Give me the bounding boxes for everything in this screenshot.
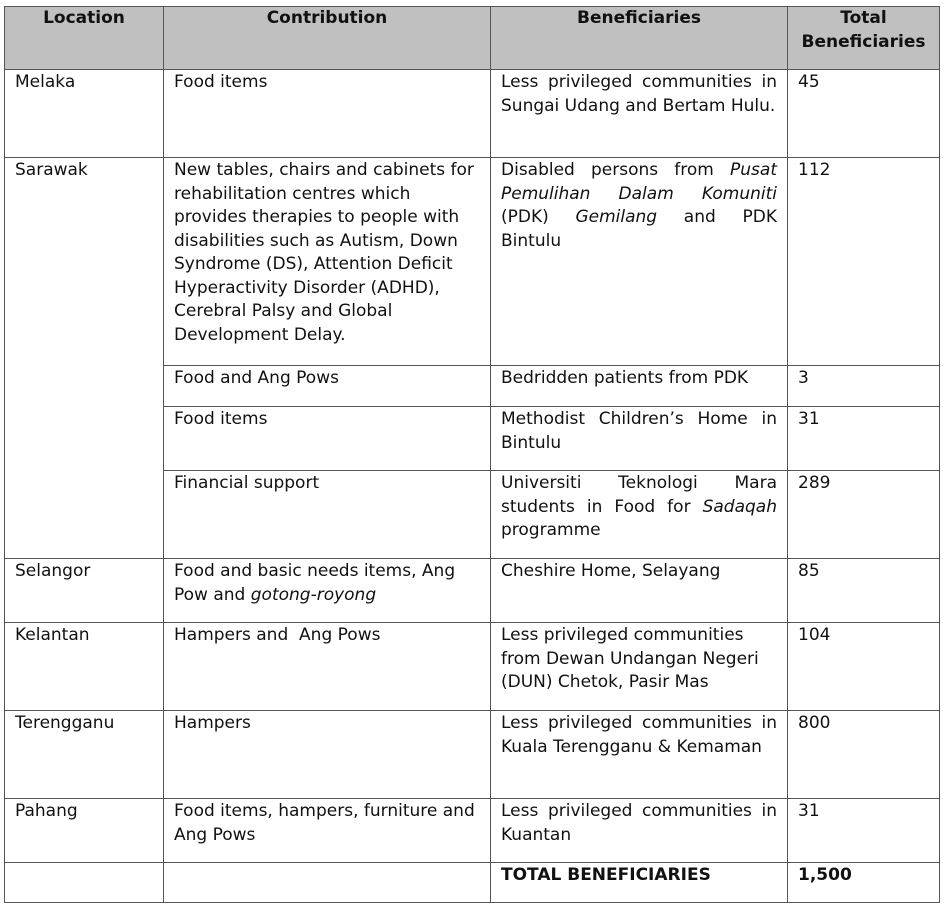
total-cell: 800: [788, 711, 940, 799]
total-cell: 31: [788, 407, 940, 471]
grand-total: 1,500: [788, 863, 940, 903]
beneficiaries-text: Disabled persons from: [501, 160, 731, 180]
location-cell: Melaka: [5, 70, 164, 158]
total-row: [5, 863, 940, 903]
total-cell: 45: [788, 70, 940, 158]
empty-cell: [164, 863, 491, 903]
table-row: [5, 158, 940, 366]
beneficiaries-cell: [491, 158, 788, 366]
location-cell: Selangor: [5, 559, 164, 623]
total-cell: 289: [788, 471, 940, 559]
beneficiaries-cell: Bedridden patients from PDK: [491, 366, 788, 407]
contribution-cell: Food items, hampers, furniture and Ang Pows: [164, 799, 491, 863]
contribution-cell: Hampers: [164, 711, 491, 799]
contribution-cell: New tables, chairs and cabinets for rehabilitation centres which provides therapies to people with disabilities such as Autism, Down Syndrome (DS), Attention Deficit Hyperactivity Disorder (ADHD), Cerebral Palsy and Global Development Delay.: [164, 158, 491, 366]
total-cell: 31: [788, 799, 940, 863]
beneficiaries-cell: Less privileged communities in Sungai Udang and Bertam Hulu.: [491, 70, 788, 158]
beneficiaries-cell: Cheshire Home, Selayang: [491, 559, 788, 623]
empty-cell: [5, 863, 164, 903]
beneficiaries-text: and PDK Bintulu: [501, 207, 777, 251]
table-row: [5, 799, 940, 863]
beneficiaries-cell: Less privileged communities from Dewan Undangan Negeri (DUN) Chetok, Pasir Mas: [491, 623, 788, 711]
total-cell: 85: [788, 559, 940, 623]
beneficiaries-text: programme: [501, 520, 601, 540]
location-cell: Pahang: [5, 799, 164, 863]
header-row: [5, 7, 940, 70]
location-cell: Sarawak: [5, 158, 164, 559]
header-contribution: Contribution: [164, 7, 491, 70]
contribution-cell: Food items: [164, 70, 491, 158]
header-location: Location: [5, 7, 164, 70]
header-total-beneficiaries: Total Beneficiaries: [788, 7, 940, 70]
table-row: [5, 559, 940, 623]
total-label: TOTAL BENEFICIARIES: [491, 863, 788, 903]
total-cell: 104: [788, 623, 940, 711]
location-cell: Kelantan: [5, 623, 164, 711]
beneficiaries-italic-text: Sadaqah: [702, 496, 777, 517]
beneficiaries-cell: Less privileged communities in Kuala Terengganu & Kemaman: [491, 711, 788, 799]
beneficiaries-italic-text: Gemilang: [575, 207, 658, 227]
total-cell: 3: [788, 366, 940, 407]
beneficiaries-text: (PDK): [501, 207, 576, 227]
contribution-cell: Food items: [164, 407, 491, 471]
table-row: [5, 70, 940, 158]
table-row: [5, 623, 940, 711]
total-cell: 112: [788, 158, 940, 366]
table-row: [5, 711, 940, 799]
beneficiaries-text: Universiti Teknologi Mara students in Food for: [501, 473, 777, 517]
contribution-cell: Food and Ang Pows: [164, 366, 491, 407]
contribution-italic-text: gotong-royong: [250, 584, 377, 605]
location-cell: Terengganu: [5, 711, 164, 799]
beneficiaries-italic-text: Pusat Pemulihan Dalam Komuniti: [501, 160, 777, 204]
beneficiaries-table: [4, 6, 940, 903]
beneficiaries-cell: Methodist Children’s Home in Bintulu: [491, 407, 788, 471]
contribution-cell: Financial support: [164, 471, 491, 559]
contribution-cell: [164, 559, 491, 623]
header-beneficiaries: Beneficiaries: [491, 7, 788, 70]
contribution-cell: Hampers and Ang Pows: [164, 623, 491, 711]
beneficiaries-cell: [491, 471, 788, 559]
beneficiaries-cell: Less privileged communities in Kuantan: [491, 799, 788, 863]
contribution-text: Food and basic needs items, Ang Pow and: [174, 561, 456, 605]
